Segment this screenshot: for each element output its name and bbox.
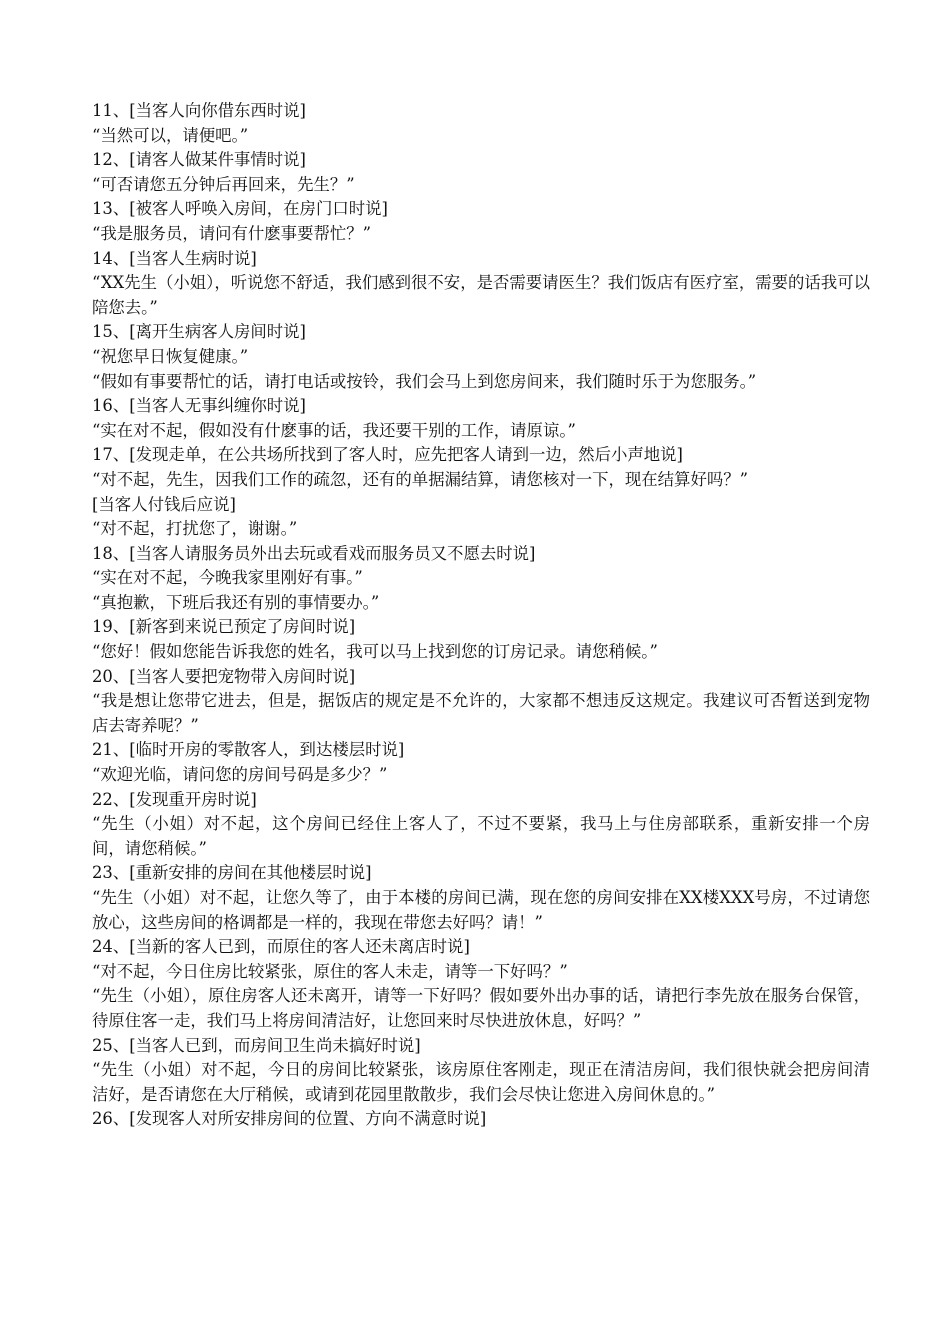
section-heading: 14、[当客人生病时说] — [92, 248, 257, 268]
quote-paragraph: “当然可以，请便吧。” — [92, 125, 249, 145]
quote-paragraph: “祝您早日恢复健康。” — [92, 346, 249, 366]
section-heading: 17、[发现走单，在公共场所找到了客人时，应先把客人请到一边，然后小声地说] — [92, 445, 683, 465]
quote-paragraph: “实在对不起，今晚我家里刚好有事。” — [92, 568, 363, 588]
quote-paragraph: “我是服务员，请问有什麽事要帮忙？” — [92, 223, 372, 243]
section-heading: 21、[临时开房的零散客人，到达楼层时说] — [92, 740, 405, 760]
quote-paragraph: “实在对不起，假如没有什麽事的话，我还要干别的工作，请原谅。” — [92, 420, 576, 440]
section-heading: 11、[当客人向你借东西时说] — [92, 101, 306, 120]
section-heading: 15、[离开生病客人房间时说] — [92, 322, 306, 342]
quote-paragraph: “先生（小姐），原住房客人还未离开，请等一下好吗？假如要外出办事的话，请把行李先放在服务台保管，待原住客一走，我们马上将房间清洁好，让您回来时尽快进放休息，好吗？” — [92, 986, 870, 1030]
quote-paragraph: “先生（小姐）对不起，这个房间已经住上客人了，不过不要紧，我马上与住房部联系，重新安排一个房间，请您稍候。” — [92, 814, 870, 858]
section-heading: 23、[重新安排的房间在其他楼层时说] — [92, 863, 372, 883]
quote-paragraph: “对不起，今日住房比较紧张，原住的客人未走，请等一下好吗？” — [92, 961, 568, 981]
quote-paragraph: “对不起，打扰您了，谢谢。” — [92, 519, 298, 539]
section-heading: 22、[发现重开房时说] — [92, 789, 257, 809]
section-heading: 16、[当客人无事纠缠你时说] — [92, 396, 306, 416]
quote-paragraph: “您好！假如您能告诉我您的姓名，我可以马上找到您的订房记录。请您稍候。” — [92, 642, 658, 662]
section-heading: 26、[发现客人对所安排房间的位置、方向不满意时说] — [92, 1109, 487, 1129]
quote-paragraph: “假如有事要帮忙的话，请打电话或按铃，我们会马上到您房间来，我们随时乐于为您服务。” — [92, 371, 757, 391]
section-heading: 13、[被客人呼唤入房间，在房门口时说] — [92, 199, 388, 219]
quote-paragraph: “先生（小姐）对不起，今日的房间比较紧张，该房原住客刚走，现正在清洁房间，我们很快就会把房间清洁好，是否请您在大厅稍候，或请到花园里散散步，我们会尽快让您进入房间休息的。” — [92, 1060, 870, 1104]
section-heading: [当客人付钱后应说] — [92, 494, 236, 514]
quote-paragraph: “欢迎光临，请问您的房间号码是多少？” — [92, 765, 388, 785]
section-heading: 25、[当客人已到，而房间卫生尚未搞好时说] — [92, 1035, 421, 1055]
document-page — [92, 99, 870, 1132]
quote-paragraph: “我是想让您带它进去，但是，据饭店的规定是不允许的，大家都不想违反这规定。我建议可否暂送到宠物店去寄养呢？” — [92, 691, 870, 735]
section-heading: 19、[新客到来说已预定了房间时说] — [92, 617, 356, 637]
quote-paragraph: “对不起，先生，因我们工作的疏忽，还有的单据漏结算，请您核对一下，现在结算好吗？” — [92, 469, 748, 489]
quote-paragraph: “先生（小姐）对不起，让您久等了，由于本楼的房间已满，现在您的房间安排在XX楼XXX号房，不过请您放心，这些房间的格调都是一样的，我现在带您去好吗？请！” — [92, 888, 870, 932]
section-heading: 18、[当客人请服务员外出去玩或看戏而服务员又不愿去时说] — [92, 543, 536, 563]
section-heading: 24、[当新的客人已到，而原住的客人还未离店时说] — [92, 937, 470, 957]
quote-paragraph: “真抱歉，下班后我还有别的事情要办。” — [92, 592, 380, 612]
section-heading: 12、[请客人做某件事情时说] — [92, 150, 306, 170]
quote-paragraph: “可否请您五分钟后再回来，先生？” — [92, 174, 355, 194]
quote-paragraph: “XX先生（小姐），听说您不舒适，我们感到很不安，是否需要请医生？我们饭店有医疗室，需要的话我可以陪您去。” — [92, 273, 870, 317]
section-heading: 20、[当客人要把宠物带入房间时说] — [92, 666, 356, 686]
